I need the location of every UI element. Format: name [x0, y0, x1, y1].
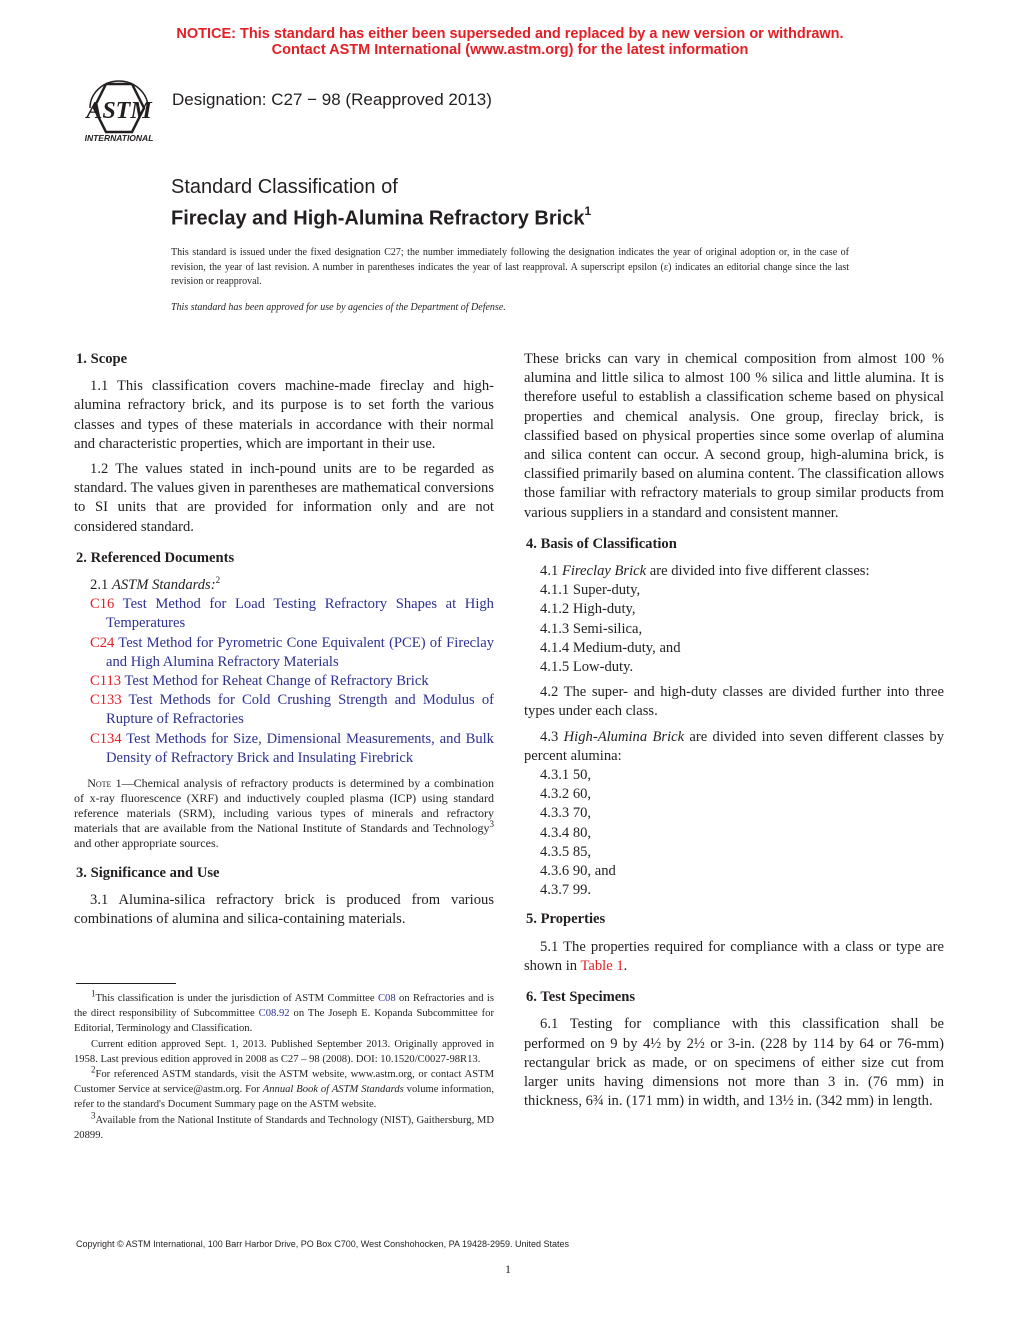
ref-item[interactable]	[74, 691, 494, 729]
list-item: 4.3.6 90, and	[540, 863, 616, 880]
para-5-1: 5.1 The properties required for compliance with a class or type are shown in Table 1.	[524, 938, 944, 974]
title-footnote-ref[interactable]: 1	[584, 204, 592, 218]
section-5-heading: 5. Properties	[526, 911, 606, 928]
ref-code: C24	[90, 634, 115, 651]
ref-code: C113	[90, 673, 122, 690]
left-column	[74, 350, 494, 935]
defense-note: This standard has been approved for use by agencies of the Department of Defense.	[171, 302, 506, 313]
ref-title: Test Method for Reheat Change of Refractory Brick	[124, 673, 429, 690]
para-2-1-num: 2.1	[90, 577, 109, 594]
notice-line-2: Contact ASTM International (www.astm.org) for the latest information	[271, 42, 749, 58]
astm-standards-label: ASTM Standards:	[111, 577, 216, 594]
ref-item[interactable]	[74, 634, 494, 672]
list-item: 4.3.1 50,	[540, 767, 592, 784]
footnote-3-ref[interactable]: 3	[489, 819, 494, 830]
logo-letters: ASTM	[86, 98, 152, 124]
astm-logo	[76, 74, 162, 144]
right-column	[524, 350, 944, 1117]
list-item: 4.1.4 Medium-duty, and	[540, 639, 681, 656]
document-title	[171, 174, 591, 232]
footnote-1-edition: Current edition approved Sept. 1, 2013. Published September 2013. Originally approved in 1958. Last previous edition approved in 2008 as C27 – 98 (2008). DOI: 10.1520/C0027-98R13.	[74, 1038, 494, 1065]
ref-title: Test Method for Load Testing Refractory Shapes at High Temperatures	[106, 596, 494, 632]
table-1-link[interactable]: Table 1	[580, 957, 624, 974]
para-4-2: 4.2 The super- and high-duty classes are divided further into three types under each class.	[524, 684, 944, 720]
logo-subtitle: INTERNATIONAL	[84, 133, 154, 143]
para-1-2: 1.2 The values stated in inch-pound units are to be regarded as standard. The values given in parentheses are mathematical conversions to SI units that are provided for information only and are not considered standard.	[74, 461, 494, 535]
notice-line-1: NOTICE: This standard has either been superseded and replaced by a new version or withdrawn.	[176, 26, 844, 42]
subcommittee-link[interactable]: C08.92	[258, 1008, 290, 1020]
para-1-1: 1.1 This classification covers machine-made fireclay and high-alumina refractory brick, and its purpose is to set forth the various classes and types of these materials in accordance with their normal and characteristic properties, which are important in their use.	[74, 378, 494, 452]
ref-title: Test Methods for Cold Crushing Strength and Modulus of Rupture of Refractories	[106, 692, 494, 728]
section-3-heading: 3. Significance and Use	[76, 864, 220, 881]
designation: Designation: C27 − 98 (Reapproved 2013)	[172, 90, 492, 109]
para-6-1: 6.1 Testing for compliance with this classification shall be performed on 9 by 4½ by 2½ or 3-in. (228 by 114 by 64 or 76-mm) rectangular brick as made, or on specimens of either size cut from larger units having dimensions not more than 3 in. (76 mm) in thickness, 6¾ in. (171 mm) in width, and 13½ in. (342 mm) in length.	[524, 1016, 944, 1110]
list-item: 4.3.3 70,	[540, 805, 592, 822]
list-item: 4.1.1 Super-duty,	[540, 582, 641, 599]
list-item: 4.3.2 60,	[540, 786, 592, 803]
page-number: 1	[505, 1262, 511, 1276]
list-item: 4.3.4 80,	[540, 824, 592, 841]
footnote-2: $^2$For referenced ASTM standards, visit the ASTM website, www.astm.org, or contact ASTM Customer Service at service@astm.org. For Annual Book of ASTM Standards volume information, refer to the standard's Document Summary page on the ASTM website.	[74, 1064, 494, 1111]
note-1-text: —Chemical analysis of refractory products is determined by a combination of x-ray fluorescence (XRF) and inductively coupled plasma (ICP) using standard reference materials (SRM), including various types of minerals and refractory materials that are available from the National Institute of Standards and Technology	[74, 776, 494, 836]
footnote-2-ref[interactable]: 2	[215, 575, 221, 586]
note-1	[74, 776, 494, 851]
footnote-rule	[76, 983, 176, 984]
ref-item[interactable]	[74, 595, 494, 633]
section-1-heading: 1. Scope	[76, 351, 128, 367]
list-item: 4.1.2 High-duty,	[540, 601, 636, 618]
ref-code: C134	[90, 730, 122, 747]
issue-note: This standard is issued under the fixed designation C27; the number immediately following the designation indicates the year of original adoption or, in the case of revision, the year of last revision. A number in parentheses indicates the year of last reapproval. A superscript epsilon (ε) indicates an editorial change since the last revision or reapproval.	[171, 247, 849, 287]
note-1-end: and other appropriate sources.	[74, 836, 219, 851]
copyright: Copyright © ASTM International, 100 Barr Harbor Drive, PO Box C700, West Conshohocken, PA 19428-2959. United States	[76, 1239, 570, 1249]
ref-item[interactable]	[74, 730, 494, 768]
ref-code: C133	[90, 692, 122, 709]
ref-title: Test Method for Pyrometric Cone Equivalent (PCE) of Fireclay and High Alumina Refractory Materials	[106, 634, 494, 670]
para-3-1: 3.1 Alumina-silica refractory brick is produced from various combinations of alumina and silica-containing materials.	[74, 891, 494, 927]
para-4-1: 4.1 Fireclay Brick are divided into five different classes:	[540, 563, 870, 580]
ref-code: C16	[90, 596, 115, 613]
title-line-2: Fireclay and High-Alumina Refractory Brick	[171, 207, 585, 230]
footnotes	[74, 988, 494, 1143]
para-4-3: 4.3 High-Alumina Brick are divided into seven different classes by percent alumina:	[524, 728, 944, 764]
ref-title: Test Methods for Size, Dimensional Measurements, and Bulk Density of Refractory Brick and Insulating Firebrick	[106, 730, 494, 766]
footnote-1: $^1$This classification is under the jurisdiction of ASTM Committee C08 on Refractories and is the direct responsibility of Subcommittee C08.92 on The Joseph E. Kopanda Subcommittee for Editorial, Terminology and Classification.	[74, 988, 494, 1035]
section-4-heading: 4. Basis of Classification	[526, 535, 677, 552]
section-6-heading: 6. Test Specimens	[526, 989, 636, 1006]
ref-item[interactable]	[74, 672, 494, 691]
title-line-1: Standard Classification of	[171, 176, 398, 198]
list-item: 4.3.5 85,	[540, 843, 592, 860]
section-2-heading: 2. Referenced Documents	[76, 549, 235, 566]
footnote-3: $^3$Available from the National Institute of Standards and Technology (NIST), Gaithersburg, MD 20899.	[74, 1110, 494, 1141]
committee-link[interactable]: C08	[377, 993, 396, 1004]
list-item: 4.1.5 Low-duty.	[540, 659, 634, 676]
note-1-label: Note 1	[87, 776, 122, 791]
para-3-1-continued: These bricks can vary in chemical composition from almost 100 % alumina and little silica to almost 100 % silica and little alumina. It is therefore useful to establish a classification scheme based on physical properties and chemical analysis. One group, fireclay brick, is classified based on physical properties since some overlap of alumina and silica content can occur. A second group, high-alumina brick, is classified primarily based on alumina content. The classification allows those familiar with refractory materials to group similar products from various suppliers in a standard and consistent manner.	[524, 351, 944, 521]
list-item: 4.1.3 Semi-silica,	[540, 620, 643, 637]
list-item: 4.3.7 99.	[540, 882, 592, 899]
